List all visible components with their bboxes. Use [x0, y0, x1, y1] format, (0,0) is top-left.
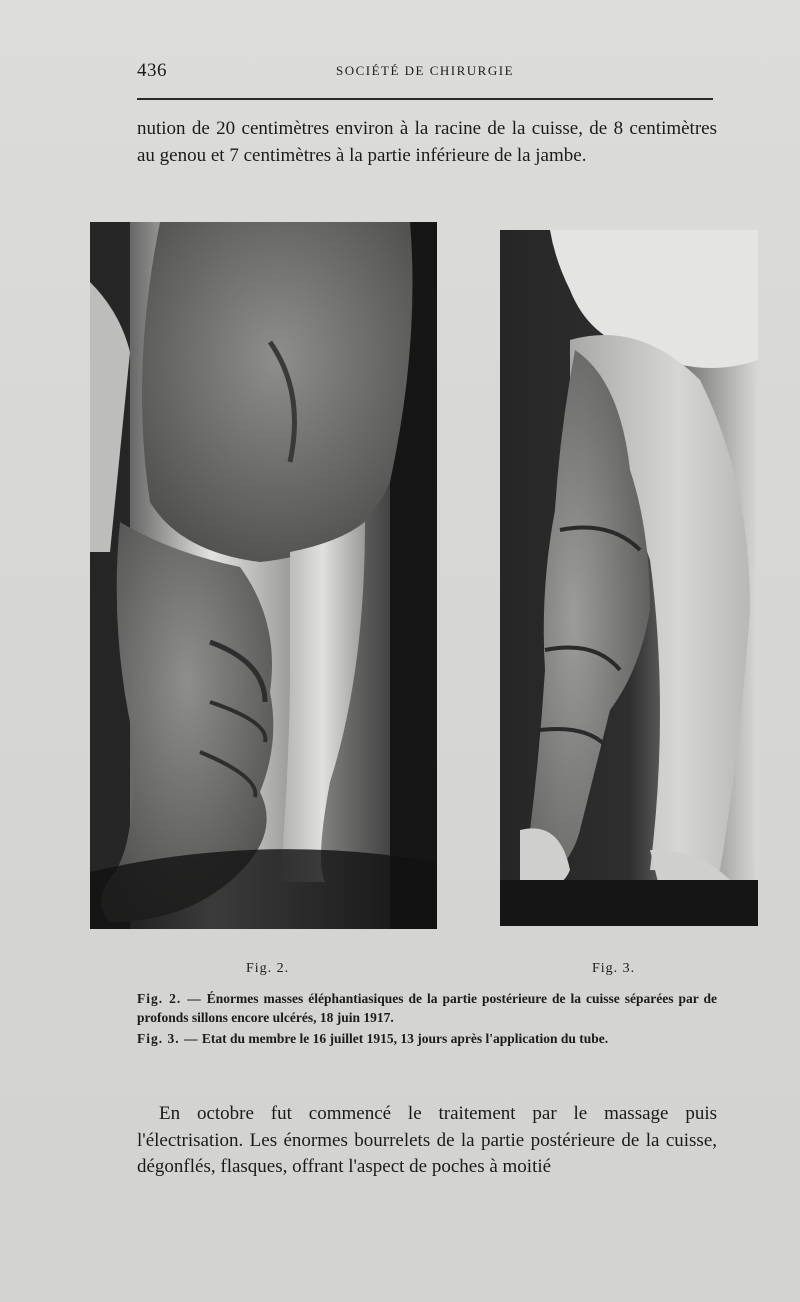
- body-paragraph-top: nution de 20 centimètres environ à la racine de la cuisse, de 8 centimètres au genou et 7 centimètres à la partie inférieure de la jambe.: [137, 118, 717, 166]
- figure-3-image: [500, 230, 758, 926]
- running-head: SOCIÉTÉ DE CHIRURGIE: [335, 63, 515, 78]
- figure-2-caption-text: Énormes masses éléphantiasiques de la partie postérieure de la cuisse séparées par de profonds sillons encore ulcérés, 18 juin 1917.: [137, 991, 718, 1025]
- page-number: 436: [137, 60, 167, 81]
- page-header: [137, 60, 713, 86]
- figure-2-caption-lead: Fig. 2. —: [137, 991, 202, 1006]
- figure-2-image: [90, 222, 437, 929]
- figure-3-label: Fig. 3.: [592, 961, 636, 976]
- figure-2-photo: [90, 222, 437, 929]
- body-paragraph-bottom: En octobre fut commencé le traitement par le massage puis l'électrisation. Les énormes bourrelets de la partie postérieure de la cuisse, dégonflés, flasques, offrant l'aspect de poches à moitié: [137, 1103, 717, 1177]
- figure-2-label: Fig. 2.: [246, 961, 290, 976]
- figure-2-caption: [137, 989, 717, 1027]
- figure-3-caption: [137, 1029, 717, 1048]
- figure-3-caption-text: Etat du membre le 16 juillet 1915, 13 jours après l'application du tube.: [201, 1031, 609, 1046]
- header-rule: [137, 98, 713, 100]
- figure-3-caption-lead: Fig. 3. —: [137, 1031, 199, 1046]
- figure-3-photo: [500, 230, 758, 926]
